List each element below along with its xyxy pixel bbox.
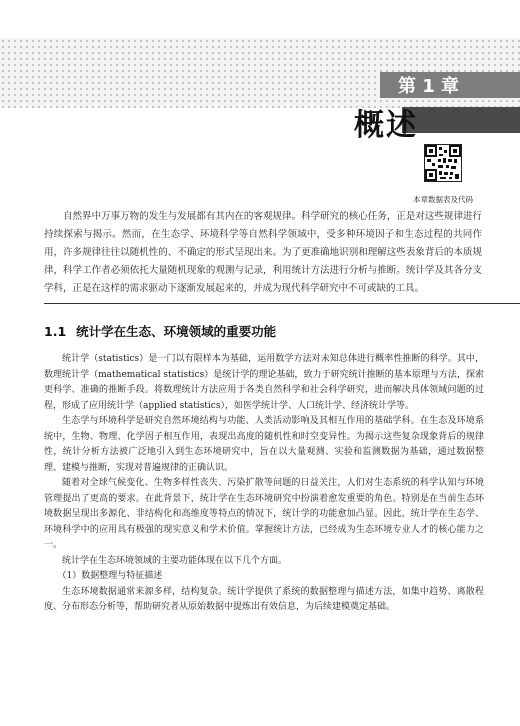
chapter-title: 概述 [354, 108, 418, 143]
qr-code-icon [425, 145, 461, 181]
section-title: 统计学在生态、环境领域的重要功能 [76, 324, 277, 339]
section-number: 1.1 [44, 324, 67, 339]
section-divider [44, 303, 520, 304]
qr-code[interactable] [424, 144, 462, 182]
body-paragraph: 生态学与环境科学是研究自然环境结构与功能、人类活动影响及其相互作用的基础学科。在生态及环境系统中，生物、物理、化学因子相互作用，表现出高度的随机性和时空变异性。为揭示这些复杂现象背后的规律性，统计分析方法被广泛地引入到生态环境研究中，旨在以大量观测、实验和监测数据为基础，通过数据整理、建模与推断，实现对普遍规律的正确认识。 [44, 416, 484, 473]
chapter-intro: 自然界中万事万物的发生与发展都有其内在的客观规律。科学研究的核心任务，正是对这些规律进行持续探索与揭示。然而，在生态学、环境科学等自然科学领域中，受多种环境因子和生态过程的共同作用，许多规律往往以随机性的、不确定的形式呈现出来。为了更准确地识别和理解这些表象背后的本质规律，科学工作者必须依托大量随机现象的观测与记录，利用统计方法进行分析与推断。统计学及其各分支学科，正是在这样的需求驱动下逐渐发展起来的，并成为现代科学研究中不可或缺的工具。 [44, 211, 482, 294]
subsection-heading: （1）数据整理与特征描述 [57, 571, 163, 581]
section-heading [44, 322, 276, 340]
section-body [44, 352, 484, 616]
body-paragraph: 统计学在生态环境领域的主要功能体现在以下几个方面。 [62, 555, 288, 566]
qr-caption: 本章数据表及代码 [413, 195, 473, 204]
body-paragraph: 统计学（statistics）是一门以有限样本为基础，运用数学方法对未知总体进行概率性推断的科学。其中，数理统计学（mathematical statistics）是统计学的理论基础，致力于研究统计推断的基本原理与方法，探索更科学、准确的推断手段。将数理统计方法应用于各类自然科学和社会科学研究，进而解决具体领域问题的过程，形成了应用统计学（applied statistics），如医学统计学、人口统计学、经济统计学等。 [44, 354, 484, 411]
chapter-label: 第 1 章 [380, 72, 520, 98]
body-paragraph: 随着对全球气候变化、生物多样性丧失、污染扩散等问题的日益关注，人们对生态系统的科学认知与环境管理提出了更高的要求。在此背景下，统计学在生态环境研究中扮演着愈发重要的角色。特别是在当前生态环境数据呈现出多源化、非结构化和高维度等特点的情况下，统计学的功能愈加凸显。因此，统计学在生态学、环境科学中的应用具有极强的现实意义和学术价值。掌握统计方法，已经成为生态环境专业人才的核心能力之一。 [44, 478, 484, 550]
body-paragraph: 生态环境数据通常来源多样，结构复杂。统计学提供了系统的数据整理与描述方法，如集中趋势、离散程度、分布形态分析等，帮助研究者从原始数据中提炼出有效信息，为后续建模奠定基础。 [44, 586, 484, 612]
